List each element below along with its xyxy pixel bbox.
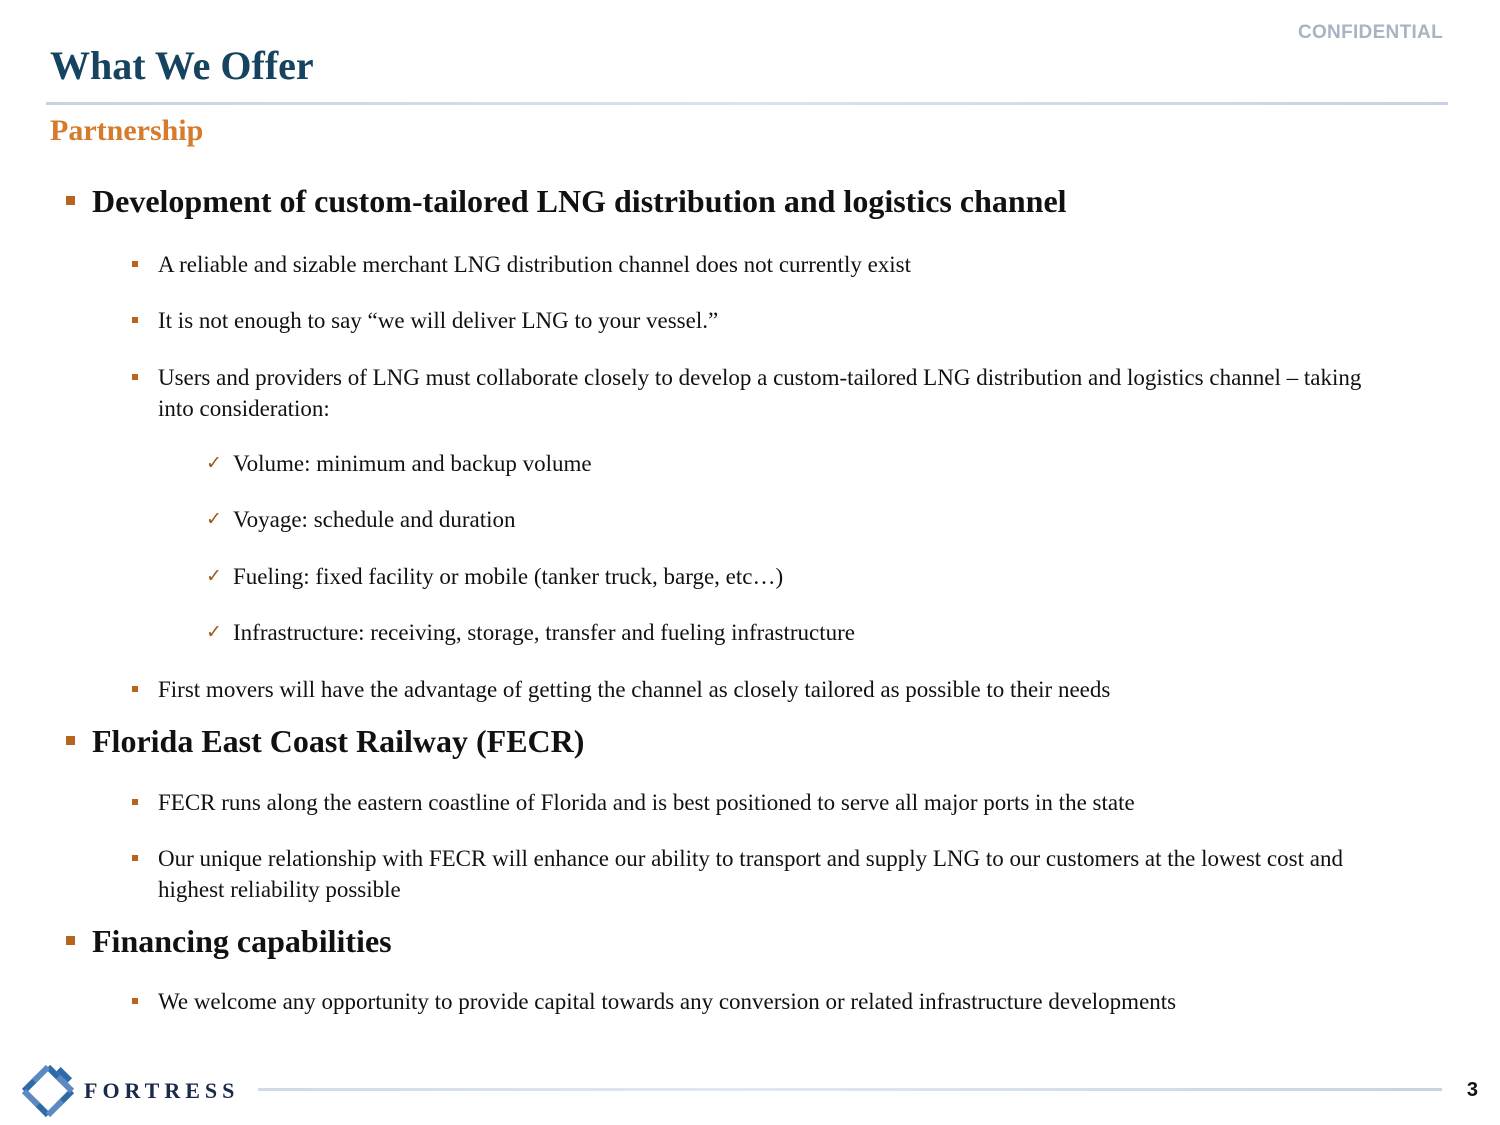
checkmark-icon: ✓	[206, 621, 222, 643]
list-item	[158, 843, 1393, 905]
checkmark-icon: ✓	[206, 452, 222, 474]
checklist-item	[206, 448, 1333, 479]
square-bullet-icon	[132, 374, 138, 380]
square-bullet-icon	[132, 317, 138, 323]
list-item-text: FECR runs along the eastern coastline of Florida and is best positioned to serve all major ports in the state	[158, 790, 1135, 815]
list-item-text: Our unique relationship with FECR will enhance our ability to transport and supply LNG to our customers at the lowest cost and highest reliability possible	[158, 846, 1343, 902]
section-heading-fecr	[92, 723, 1422, 759]
checklist-item	[206, 617, 1333, 648]
section-heading-financing	[92, 923, 1422, 959]
list-item	[158, 787, 1393, 818]
checkmark-icon: ✓	[206, 565, 222, 587]
fortress-diamond-logo-icon	[20, 1063, 76, 1119]
checklist-item-text: Infrastructure: receiving, storage, transfer and fueling infrastructure	[233, 620, 855, 645]
footer-brand-name: FORTRESS	[84, 1078, 240, 1103]
checkmark-icon: ✓	[206, 508, 222, 530]
checklist-item-text: Voyage: schedule and duration	[233, 507, 516, 532]
checklist-item	[206, 561, 1333, 592]
list-item-text: A reliable and sizable merchant LNG distribution channel does not currently exist	[158, 252, 912, 277]
list-item	[158, 362, 1393, 424]
section-heading-text: Development of custom-tailored LNG distribution and logistics channel	[92, 183, 1067, 219]
list-item-text: We welcome any opportunity to provide capital towards any conversion or related infrastructure developments	[158, 989, 1177, 1014]
checklist-item-text: Volume: minimum and backup volume	[233, 451, 592, 476]
square-bullet-icon	[132, 261, 138, 267]
square-bullet-icon	[66, 736, 75, 745]
section-heading-text: Florida East Coast Railway (FECR)	[92, 723, 585, 759]
checklist-item	[206, 504, 1333, 535]
square-bullet-icon	[132, 855, 138, 861]
square-bullet-icon	[66, 936, 75, 945]
page-title: What We Offer	[50, 43, 314, 88]
title-divider	[46, 102, 1448, 105]
confidential-label: CONFIDENTIAL	[1297, 22, 1443, 43]
list-item	[158, 674, 1393, 705]
checklist-item-text: Fueling: fixed facility or mobile (tanker truck, barge, etc…)	[233, 564, 784, 589]
section-heading-lng-channel	[92, 183, 1422, 219]
square-bullet-icon	[132, 799, 138, 805]
list-item-text: It is not enough to say “we will deliver LNG to your vessel.”	[158, 308, 719, 333]
list-item-text: First movers will have the advantage of getting the channel as closely tailored as possible to their needs	[158, 677, 1111, 702]
footer-divider	[258, 1088, 1442, 1091]
square-bullet-icon	[66, 196, 75, 205]
square-bullet-icon	[132, 998, 138, 1004]
list-item	[158, 249, 1393, 280]
section-heading-text: Financing capabilities	[92, 923, 392, 959]
list-item	[158, 986, 1393, 1017]
square-bullet-icon	[132, 686, 138, 692]
list-item	[158, 305, 1393, 336]
list-item-text: Users and providers of LNG must collaborate closely to develop a custom-tailored LNG distribution and logistics channel – taking into consideration:	[158, 365, 1362, 421]
page-subtitle: Partnership	[50, 114, 204, 147]
page-number: 3	[1466, 1079, 1478, 1101]
